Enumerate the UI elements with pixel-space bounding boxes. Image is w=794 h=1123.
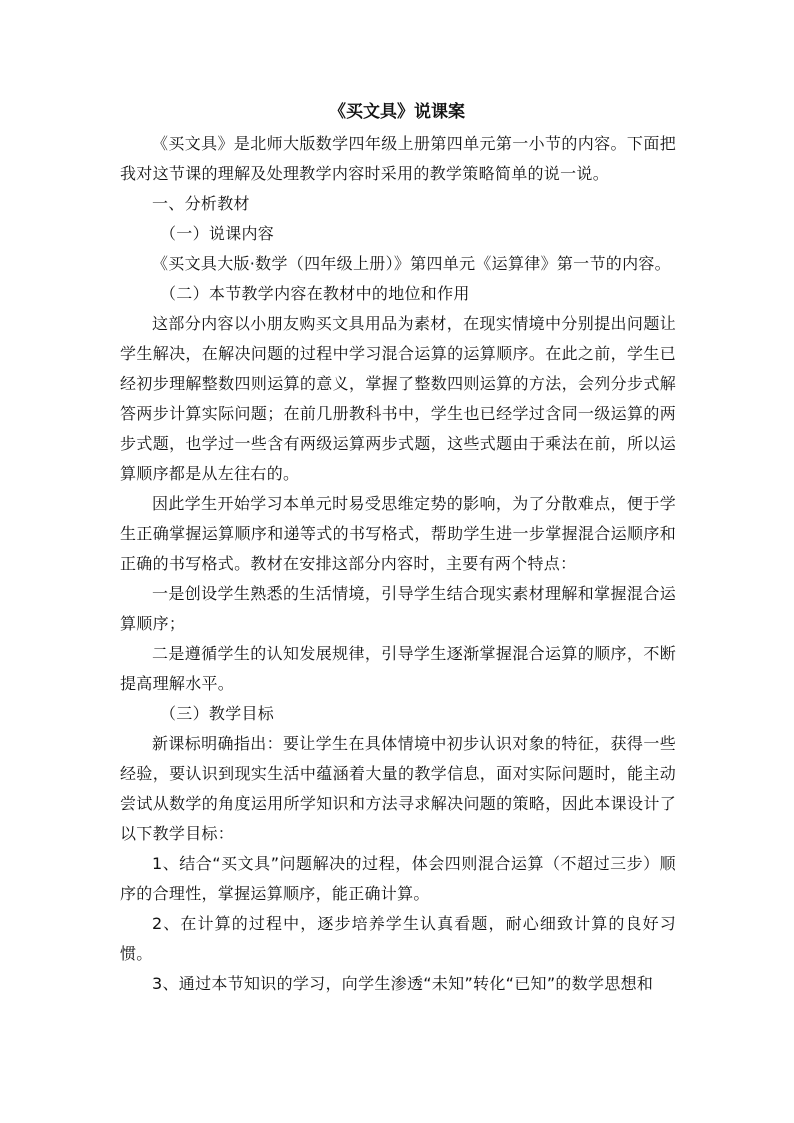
section-heading-analysis: 一、分析教材 — [152, 194, 250, 213]
goal-three-paragraph: 3、通过本节知识的学习，向学生渗透“未知”转化“已知”的数学思想和 — [152, 974, 654, 993]
goal-two-paragraph: 2、在计算的过程中，逐步培养学生认真看题，耐心细致计算的良好习惯。 — [120, 914, 676, 963]
intro-paragraph: 《买文具》是北师大版数学四年级上册第四单元第一小节的内容。下面把我对这节课的理解及处理教学内容时采用的教学策略简单的说一说。 — [120, 134, 676, 183]
difficulty-paragraph: 因此学生开始学习本单元时易受思维定势的影响，为了分散难点，便于学生正确掌握运算顺序和递等式的书写格式，帮助学生进一步掌握混合运顺序和正确的书写格式。教材在安排这部分内容时，主要有两个特点： — [120, 494, 676, 573]
goal-one-paragraph: 1、结合“买文具”问题解决的过程，体会四则混合运算（不超过三步）顺序的合理性，掌握运算顺序，能正确计算。 — [120, 854, 676, 903]
content-paragraph: 《买文具大版·数学（四年级上册）》第四单元《运算律》第一节的内容。 — [152, 254, 671, 273]
subsection-heading-goals: （三）教学目标 — [160, 704, 275, 723]
feature-one-paragraph: 一是创设学生熟悉的生活情境，引导学生结合现实素材理解和掌握混合运算顺序； — [120, 584, 676, 633]
document-body — [120, 129, 676, 999]
position-paragraph: 这部分内容以小朋友购买文具用品为素材，在现实情境中分别提出问题让学生解决，在解决问题的过程中学习混合运算的运算顺序。在此之前，学生已经初步理解整数四则运算的意义，掌握了整数四则运算的方法，会列分步式解答两步计算实际问题；在前几册教科书中，学生也已经学过含同一级运算的两步式题，也学过一些含有两级运算两步式题，这些式题由于乘法在前，所以运算顺序都是从左往右的。 — [120, 314, 676, 483]
feature-two-paragraph: 二是遵循学生的认知发展规律，引导学生逐渐掌握混合运算的顺序，不断提高理解水平。 — [120, 644, 676, 693]
curriculum-paragraph: 新课标明确指出：要让学生在具体情境中初步认识对象的特征，获得一些经验，要认识到现实生活中蕴涵着大量的教学信息，面对实际问题时，能主动尝试从数学的角度运用所学知识和方法寻求解决问题的策略，因此本课设计了以下教学目标： — [120, 734, 676, 843]
document-title: 《买文具》说课案 — [329, 102, 465, 122]
subsection-heading-position: （二）本节教学内容在教材中的地位和作用 — [160, 284, 470, 303]
subsection-heading-content: （一）说课内容 — [160, 224, 275, 243]
